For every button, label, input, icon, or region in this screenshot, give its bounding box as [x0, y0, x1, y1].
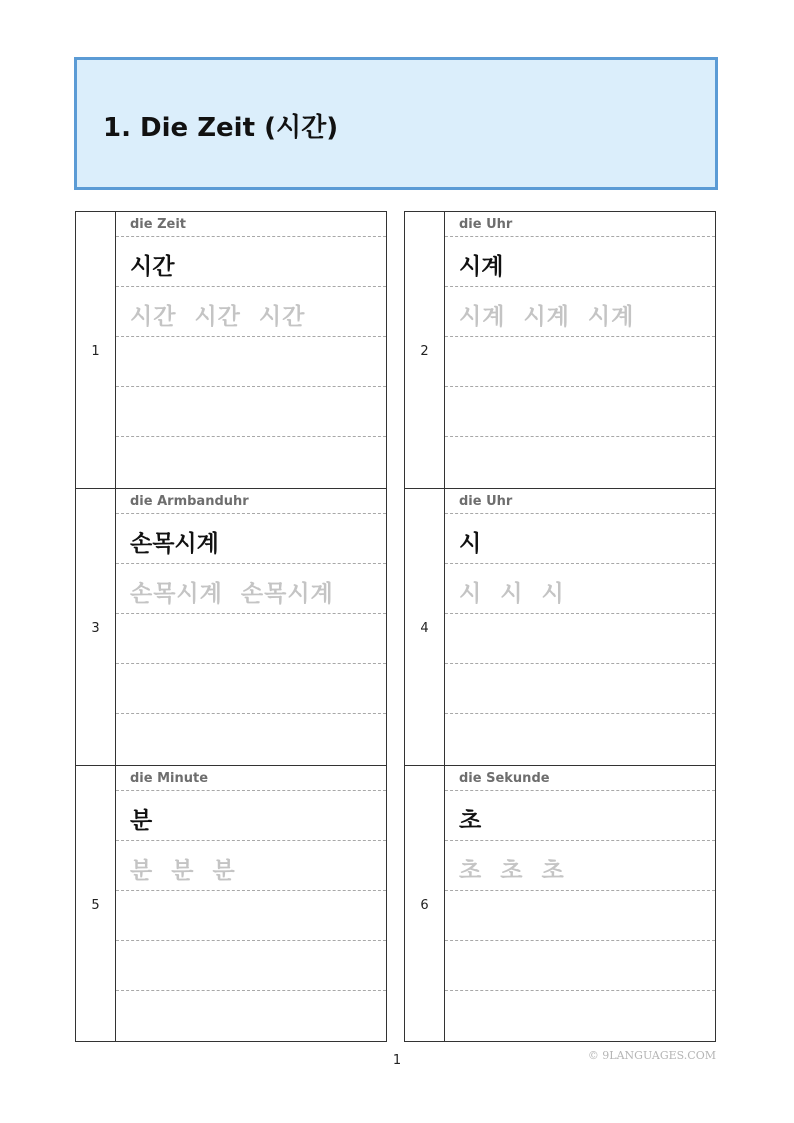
trace-text: 손목시계 손목시계 [130, 581, 334, 607]
german-label: die Sekunde [459, 771, 550, 786]
practice-line[interactable] [116, 941, 386, 991]
trace-text: 초 초 초 [459, 858, 565, 884]
card-number-column [76, 489, 116, 765]
practice-line[interactable] [445, 941, 715, 991]
practice-line[interactable] [116, 891, 386, 941]
trace-text: 시계 시계 시계 [459, 304, 635, 330]
trace-row [445, 841, 715, 891]
card-number-column [76, 212, 116, 488]
german-label: die Uhr [459, 217, 513, 232]
korean-word: 분 [130, 808, 153, 834]
vocab-card-5 [75, 765, 387, 1042]
trace-row [116, 841, 386, 891]
card-number: 1 [91, 344, 100, 359]
german-label: die Armbanduhr [130, 494, 249, 509]
page-number: 1 [392, 1053, 402, 1068]
word-row [445, 237, 715, 287]
practice-line[interactable] [445, 891, 715, 941]
label-row [445, 766, 715, 791]
practice-line[interactable] [116, 714, 386, 765]
trace-text: 시 시 시 [459, 581, 565, 607]
card-number: 2 [420, 344, 429, 359]
label-row [116, 489, 386, 514]
card-number: 3 [91, 621, 100, 636]
card-number: 6 [420, 898, 429, 913]
practice-line[interactable] [445, 337, 715, 387]
vocab-card-2 [404, 211, 716, 488]
practice-line[interactable] [445, 664, 715, 714]
copyright-notice: © 9LANGUAGES.COM [587, 1049, 716, 1062]
card-number-column [76, 766, 116, 1041]
practice-line[interactable] [116, 664, 386, 714]
german-label: die Uhr [459, 494, 513, 509]
practice-line[interactable] [116, 991, 386, 1042]
card-number-column [405, 489, 445, 765]
card-number-column [405, 212, 445, 488]
page-title: 1. Die Zeit (시간) [103, 113, 339, 143]
practice-line[interactable] [116, 437, 386, 488]
word-row [445, 514, 715, 564]
word-row [116, 237, 386, 287]
trace-text: 분 분 분 [130, 858, 236, 884]
page-header [74, 57, 718, 190]
vocab-card-4 [404, 488, 716, 765]
practice-line[interactable] [116, 387, 386, 437]
label-row [445, 212, 715, 237]
korean-word: 손목시계 [130, 531, 219, 557]
trace-text: 시간 시간 시간 [130, 304, 306, 330]
vocab-card-1 [75, 211, 387, 488]
korean-word: 시간 [130, 254, 175, 280]
trace-row [116, 564, 386, 614]
word-row [445, 791, 715, 841]
card-number: 5 [91, 898, 100, 913]
vocab-card-3 [75, 488, 387, 765]
label-row [445, 489, 715, 514]
label-row [116, 766, 386, 791]
vocab-card-6 [404, 765, 716, 1042]
label-row [116, 212, 386, 237]
german-label: die Zeit [130, 217, 187, 232]
practice-line[interactable] [116, 614, 386, 664]
korean-word: 시계 [459, 254, 504, 280]
german-label: die Minute [130, 771, 209, 786]
korean-word: 시 [459, 531, 482, 557]
trace-row [116, 287, 386, 337]
word-row [116, 791, 386, 841]
card-number: 4 [420, 621, 429, 636]
practice-line[interactable] [445, 437, 715, 488]
word-row [116, 514, 386, 564]
korean-word: 초 [459, 808, 482, 834]
trace-row [445, 287, 715, 337]
practice-line[interactable] [445, 387, 715, 437]
practice-line[interactable] [116, 337, 386, 387]
practice-line[interactable] [445, 991, 715, 1042]
trace-row [445, 564, 715, 614]
card-number-column [405, 766, 445, 1041]
practice-line[interactable] [445, 714, 715, 765]
practice-line[interactable] [445, 614, 715, 664]
